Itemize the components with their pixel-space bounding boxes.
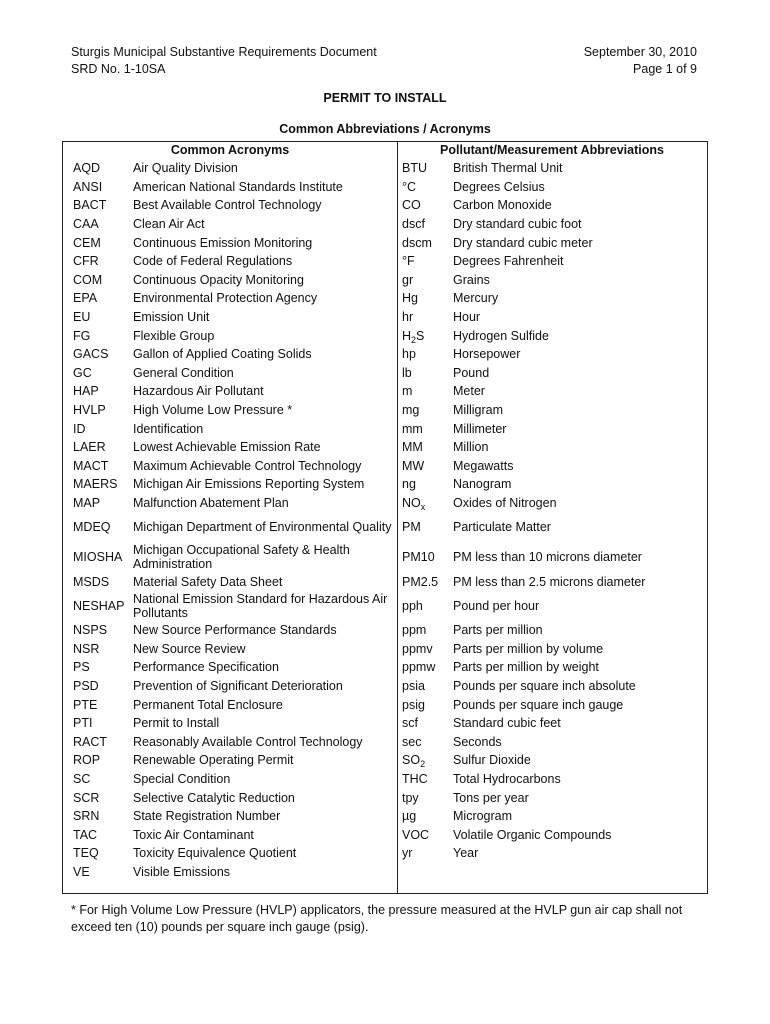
pollutant-definition: Microgram — [453, 809, 513, 824]
pollutant-definition: Hour — [453, 310, 481, 325]
pollutant-definition: Volatile Organic Compounds — [453, 827, 612, 842]
acronym-table-row — [63, 677, 397, 696]
common-acronyms-header: Common Acronyms — [170, 143, 290, 157]
acronym-abbreviation: PS — [73, 660, 90, 675]
pollutant-abbreviations-header: Pollutant/Measurement Abbreviations — [440, 143, 664, 157]
pollutant-definition: Pound per hour — [453, 598, 540, 613]
pollutant-table-row — [397, 658, 707, 677]
acronym-table-row — [63, 364, 397, 383]
acronym-abbreviation: CFR — [73, 254, 99, 269]
acronym-definition: Gallon of Applied Coating Solids — [133, 347, 312, 362]
pollutant-abbreviation: PM — [402, 520, 421, 535]
acronym-table-row — [63, 639, 397, 658]
acronym-table-row — [63, 844, 397, 863]
acronym-definition: General Condition — [133, 365, 234, 380]
pollutant-abbreviation: $SO_2$ — [402, 753, 426, 770]
acronym-table-row — [63, 542, 397, 572]
acronym-definition: Special Condition — [133, 771, 231, 786]
acronym-definition: National Emission Standard for Hazardous Air Pollutants — [133, 591, 388, 620]
acronym-abbreviation: GC — [73, 365, 92, 380]
pollutant-definition: Hydrogen Sulfide — [453, 328, 549, 343]
acronym-table-row — [63, 751, 397, 770]
acronym-definition: Best Available Control Technology — [133, 198, 322, 213]
acronym-definition: Prevention of Significant Deterioration — [133, 678, 343, 693]
acronym-abbreviation: PTI — [73, 716, 93, 731]
pollutant-abbreviation: CO — [402, 198, 421, 213]
pollutant-table-row — [397, 159, 707, 178]
pollutant-table-row — [397, 714, 707, 733]
acronym-table-row — [63, 308, 397, 327]
pollutant-abbreviation: THC — [402, 771, 428, 786]
acronym-definition: Malfunction Abatement Plan — [133, 495, 289, 510]
acronym-abbreviation: HVLP — [73, 403, 106, 418]
pollutant-table-row — [397, 770, 707, 789]
pollutant-abbreviation: °C — [402, 179, 417, 194]
pollutant-definition: British Thermal Unit — [453, 161, 563, 176]
acronym-abbreviation: EU — [73, 310, 91, 325]
pollutant-abbreviation: ppm — [402, 623, 427, 638]
pollutant-table-row — [397, 621, 707, 640]
acronym-abbreviation: MDEQ — [73, 520, 111, 535]
acronym-definition: Environmental Protection Agency — [133, 291, 318, 306]
pollutant-table-row — [397, 807, 707, 826]
acronym-definition: High Volume Low Pressure * — [133, 403, 293, 418]
pollutant-abbreviation: MW — [402, 458, 425, 473]
acronym-abbreviation: MAERS — [73, 477, 118, 492]
acronym-abbreviation: NESHAP — [73, 598, 125, 613]
pollutant-definition: Degrees Celsius — [453, 179, 545, 194]
pollutant-table-row — [397, 196, 707, 215]
acronym-definition: Michigan Air Emissions Reporting System — [133, 477, 365, 492]
acronym-table-row — [63, 457, 397, 476]
pollutant-table-row — [397, 289, 707, 308]
acronym-table-row — [63, 621, 397, 640]
pollutant-definition: PM less than 2.5 microns diameter — [453, 574, 646, 589]
acronym-abbreviation: ANSI — [73, 179, 103, 194]
acronym-definition: Permit to Install — [133, 716, 220, 731]
acronym-abbreviation: CAA — [73, 217, 99, 232]
pollutant-table-row — [397, 751, 707, 770]
pollutant-abbreviation: psia — [402, 678, 425, 693]
pollutant-definition: Oxides of Nitrogen — [453, 495, 557, 510]
acronym-definition: Selective Catalytic Reduction — [133, 790, 295, 805]
pollutant-table-row — [397, 345, 707, 364]
pollutant-table-row — [397, 382, 707, 401]
acronym-table-row — [63, 494, 397, 513]
pollutant-table-row — [397, 326, 707, 345]
pollutant-abbreviation: scf — [402, 716, 418, 731]
pollutant-abbreviation: VOC — [402, 827, 430, 842]
pollutant-table-row — [397, 695, 707, 714]
acronym-table-row — [63, 572, 397, 591]
pollutant-abbreviation: µg — [402, 809, 417, 824]
acronym-table-row — [63, 770, 397, 789]
footnote: * For High Volume Low Pressure (HVLP) applicators, the pressure measured at the HVLP gun air cap shall not exceed ten (10) pounds per square inch gauge (psig). — [71, 903, 683, 934]
pollutant-table-row — [397, 677, 707, 696]
pollutant-definition: Degrees Fahrenheit — [453, 254, 564, 269]
acronym-abbreviation: HAP — [73, 384, 99, 399]
pollutant-abbreviation: ppmw — [402, 660, 436, 675]
acronym-table-row — [63, 475, 397, 494]
pollutant-abbreviations-list — [397, 159, 707, 863]
acronym-definition: Material Safety Data Sheet — [133, 574, 283, 589]
page-header-right — [584, 44, 697, 78]
pollutant-definition: Meter — [453, 384, 485, 399]
pollutant-definition: Year — [453, 846, 479, 861]
acronym-table-row — [63, 271, 397, 290]
pollutant-table-row — [397, 401, 707, 420]
pollutant-definition: Million — [453, 440, 489, 455]
acronym-definition: Permanent Total Enclosure — [133, 697, 283, 712]
pollutant-abbreviation: hp — [402, 347, 416, 362]
pollutant-definition: Megawatts — [453, 458, 514, 473]
acronym-table-row — [63, 863, 397, 882]
acronym-abbreviation: COM — [73, 272, 103, 287]
pollutant-abbreviation: pph — [402, 598, 423, 613]
pollutant-abbreviation: tpy — [402, 790, 419, 805]
pollutant-table-row — [397, 572, 707, 591]
pollutant-abbreviation: gr — [402, 272, 414, 287]
acronym-table-row — [63, 825, 397, 844]
pollutant-table-row — [397, 591, 707, 621]
acronym-definition: Visible Emissions — [133, 864, 231, 879]
acronym-abbreviation: RACT — [73, 734, 108, 749]
page-number: Page 1 of 9 — [633, 62, 697, 76]
pollutant-definition: Dry standard cubic meter — [453, 235, 593, 250]
acronym-table-row — [63, 438, 397, 457]
acronym-abbreviation: FG — [73, 328, 91, 343]
acronym-abbreviation: MACT — [73, 458, 109, 473]
acronym-abbreviation: LAER — [73, 440, 106, 455]
pollutant-definition: PM less than 10 microns diameter — [453, 550, 642, 565]
pollutant-table-row — [397, 639, 707, 658]
acronym-abbreviation: NSR — [73, 641, 100, 656]
pollutant-abbreviation: mm — [402, 421, 423, 436]
acronym-definition: Continuous Opacity Monitoring — [133, 272, 304, 287]
acronym-definition: Reasonably Available Control Technology — [133, 734, 363, 749]
pollutant-definition: Pounds per square inch absolute — [453, 678, 636, 693]
acronym-abbreviation: SRN — [73, 809, 100, 824]
pollutant-definition: Tons per year — [453, 790, 529, 805]
pollutant-abbreviation: m — [402, 384, 413, 399]
pollutant-abbreviation: $NO_x$ — [402, 495, 426, 512]
pollutant-definition: Mercury — [453, 291, 499, 306]
acronym-abbreviation: ID — [73, 421, 86, 436]
acronym-abbreviation: VE — [73, 864, 90, 879]
acronym-table-row — [63, 732, 397, 751]
acronym-definition: Michigan Occupational Safety & Health Administration — [133, 543, 350, 572]
acronym-table-row — [63, 289, 397, 308]
acronym-definition: Performance Specification — [133, 660, 279, 675]
acronym-abbreviation: MIOSHA — [73, 550, 123, 565]
acronym-table-row — [63, 401, 397, 420]
pollutant-definition: Parts per million — [453, 623, 543, 638]
acronym-abbreviation: ROP — [73, 753, 101, 768]
acronym-table-row — [63, 252, 397, 271]
pollutant-abbreviations-column — [397, 142, 707, 893]
acronym-table-row — [63, 345, 397, 364]
acronym-definition: Code of Federal Regulations — [133, 254, 293, 269]
pollutant-definition: Total Hydrocarbons — [453, 771, 561, 786]
pollutant-definition: Dry standard cubic foot — [453, 217, 582, 232]
pollutant-definition: Carbon Monoxide — [453, 198, 552, 213]
pollutant-abbreviation: Hg — [402, 291, 418, 306]
acronym-definition: Emission Unit — [133, 310, 210, 325]
acronym-table-row — [63, 178, 397, 197]
pollutant-table-row — [397, 788, 707, 807]
pollutant-definition: Pound — [453, 365, 490, 380]
acronym-abbreviation: EPA — [73, 291, 98, 306]
pollutant-table-row — [397, 475, 707, 494]
acronym-definition: Identification — [133, 421, 204, 436]
acronym-abbreviation: TAC — [73, 827, 98, 842]
pollutant-definition: Millimeter — [453, 421, 507, 436]
acronym-table-row — [63, 419, 397, 438]
acronym-table-row — [63, 807, 397, 826]
pollutant-definition: Grains — [453, 272, 490, 287]
acronym-abbreviation: CEM — [73, 235, 101, 250]
acronym-abbreviation: SC — [73, 771, 91, 786]
pollutant-abbreviation: °F — [402, 254, 415, 269]
acronym-table-row — [63, 658, 397, 677]
acronym-definition: American National Standards Institute — [133, 179, 343, 194]
acronym-abbreviation: BACT — [73, 198, 107, 213]
page-title: PERMIT TO INSTALL — [323, 91, 447, 105]
acronym-abbreviation: PTE — [73, 697, 98, 712]
pollutant-definition: Particulate Matter — [453, 520, 551, 535]
pollutant-table-row — [397, 308, 707, 327]
acronym-abbreviation: GACS — [73, 347, 109, 362]
acronym-abbreviation: MAP — [73, 495, 101, 510]
acronym-abbreviation: SCR — [73, 790, 100, 805]
abbreviations-table — [62, 141, 708, 894]
acronym-definition: Toxic Air Contaminant — [133, 827, 254, 842]
acronym-table-row — [63, 512, 397, 542]
acronym-table-row — [63, 215, 397, 234]
acronym-abbreviation: MSDS — [73, 574, 110, 589]
acronym-definition: New Source Performance Standards — [133, 623, 337, 638]
acronym-definition: Michigan Department of Environmental Quality — [133, 520, 392, 535]
pollutant-table-row — [397, 825, 707, 844]
pollutant-table-row — [397, 457, 707, 476]
pollutant-definition: Sulfur Dioxide — [453, 753, 531, 768]
acronym-table-row — [63, 591, 397, 621]
acronym-definition: New Source Review — [133, 641, 246, 656]
pollutant-definition: Seconds — [453, 734, 502, 749]
pollutant-table-row — [397, 252, 707, 271]
pollutant-abbreviation: psig — [402, 697, 425, 712]
common-acronyms-column — [63, 142, 398, 893]
table-title: Common Abbreviations / Acronyms — [279, 122, 491, 136]
pollutant-abbreviation: BTU — [402, 161, 427, 176]
acronym-definition: Toxicity Equivalence Quotient — [133, 846, 297, 861]
pollutant-definition: Parts per million by weight — [453, 660, 599, 675]
acronym-table-row — [63, 714, 397, 733]
pollutant-table-row — [397, 271, 707, 290]
pollutant-abbreviation: ng — [402, 477, 416, 492]
acronym-definition: State Registration Number — [133, 809, 281, 824]
pollutant-table-row — [397, 419, 707, 438]
pollutant-abbreviation: hr — [402, 310, 414, 325]
acronym-table-row — [63, 788, 397, 807]
pollutant-definition: Standard cubic feet — [453, 716, 561, 731]
pollutant-abbreviation: $H_2S$ — [402, 328, 425, 345]
pollutant-definition: Horsepower — [453, 347, 521, 362]
acronym-definition: Continuous Emission Monitoring — [133, 235, 313, 250]
acronym-definition: Hazardous Air Pollutant — [133, 384, 264, 399]
common-acronyms-list — [63, 159, 397, 881]
pollutant-table-row — [397, 512, 707, 542]
pollutant-abbreviation: PM2.5 — [402, 574, 439, 589]
pollutant-table-row — [397, 233, 707, 252]
pollutant-abbreviation: mg — [402, 403, 420, 418]
pollutant-abbreviation: PM10 — [402, 550, 435, 565]
acronym-definition: Renewable Operating Permit — [133, 753, 294, 768]
acronym-definition: Flexible Group — [133, 328, 215, 343]
pollutant-definition: Milligram — [453, 403, 503, 418]
acronym-table-row — [63, 382, 397, 401]
acronym-abbreviation: NSPS — [73, 623, 108, 638]
pollutant-table-row — [397, 178, 707, 197]
acronym-definition: Clean Air Act — [133, 217, 205, 232]
acronym-definition: Maximum Achievable Control Technology — [133, 458, 362, 473]
pollutant-table-row — [397, 364, 707, 383]
acronym-table-row — [63, 196, 397, 215]
pollutant-table-row — [397, 844, 707, 863]
acronym-definition: Air Quality Division — [133, 161, 238, 176]
pollutant-abbreviation: ppmv — [402, 641, 433, 656]
document-date: September 30, 2010 — [583, 45, 697, 59]
pollutant-table-row — [397, 494, 707, 513]
acronym-table-row — [63, 326, 397, 345]
pollutant-table-row — [397, 438, 707, 457]
acronym-table-row — [63, 695, 397, 714]
pollutant-table-row — [397, 215, 707, 234]
pollutant-abbreviation: yr — [402, 846, 413, 861]
pollutant-definition: Nanogram — [453, 477, 512, 492]
pollutant-abbreviation: dscf — [402, 217, 425, 232]
acronym-abbreviation: TEQ — [73, 846, 99, 861]
document-number: SRD No. 1-10SA — [71, 62, 166, 76]
pollutant-table-row — [397, 542, 707, 572]
pollutant-abbreviation: sec — [402, 734, 422, 749]
document-title: Sturgis Municipal Substantive Requirements Document — [71, 45, 377, 59]
page-header-left — [71, 44, 377, 78]
pollutant-definition: Pounds per square inch gauge — [453, 697, 624, 712]
pollutant-definition: Parts per million by volume — [453, 641, 604, 656]
pollutant-table-row — [397, 732, 707, 751]
acronym-abbreviation: PSD — [73, 678, 99, 693]
acronym-table-row — [63, 159, 397, 178]
acronym-definition: Lowest Achievable Emission Rate — [133, 440, 321, 455]
pollutant-abbreviation: dscm — [402, 235, 432, 250]
pollutant-abbreviation: MM — [402, 440, 423, 455]
acronym-table-row — [63, 233, 397, 252]
pollutant-abbreviation: lb — [402, 365, 412, 380]
acronym-abbreviation: AQD — [73, 161, 101, 176]
